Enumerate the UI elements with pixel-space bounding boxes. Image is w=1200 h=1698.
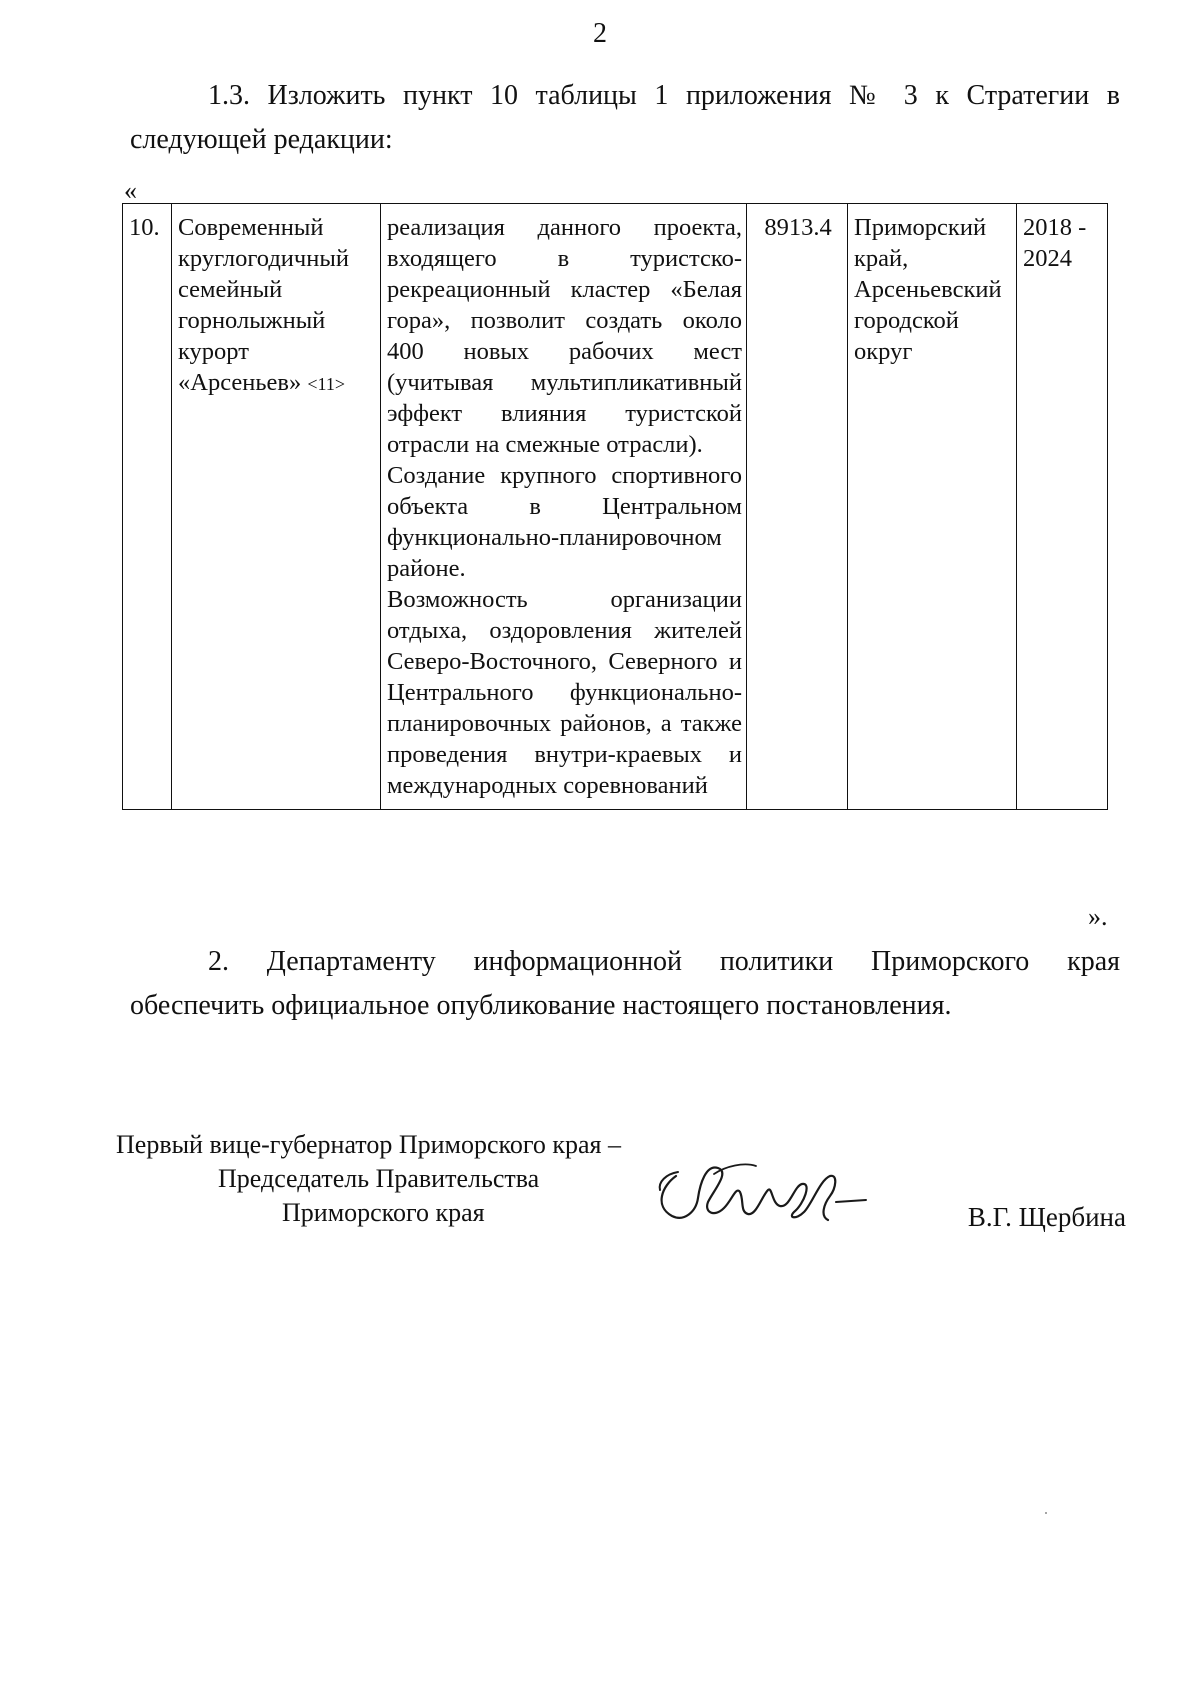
quote-close: ». — [1088, 902, 1108, 931]
project-name-cell — [172, 204, 381, 810]
paragraph-1-3 — [130, 74, 1120, 162]
signature-block — [116, 1128, 1126, 1238]
scan-artifact — [1045, 1512, 1047, 1514]
strategy-table — [122, 203, 1108, 810]
project-name: Современный круглогодичный семейный горнолыжный курорт «Арсеньев» — [178, 214, 349, 396]
project-location: Приморский край, Арсеньевский городской округ — [848, 204, 1017, 810]
paragraph-2-line2: обеспечить официальное опубликование настоящего постановления. — [130, 990, 952, 1021]
paragraph-2-line1: 2. Департаменту информационной политики Приморского края — [208, 946, 1120, 977]
paragraph-1-3-line1: 1.3. Изложить пункт 10 таблицы 1 приложения № 3 к Стратегии в — [208, 80, 1120, 111]
description-paragraph-2: Создание крупного спортивного объекта в Центральном функционально-планировочном районе. — [387, 462, 742, 582]
description-paragraph-3: Возможность организации отдыха, оздоровления жителей Северо-Восточного, Северного и Центрального функционально-планировочных районов, а также проведения внутри-краевых и международных соревнований — [387, 586, 742, 799]
project-years: 2018 - 2024 — [1017, 204, 1108, 810]
signatory-title-line2: Председатель Правительства — [218, 1164, 540, 1193]
signatory-name: В.Г. Щербина — [967, 1202, 1126, 1232]
quote-open: « — [124, 176, 137, 205]
page-number: 2 — [593, 18, 607, 49]
signatory-title-line3: Приморского края — [282, 1198, 485, 1227]
paragraph-1-3-line2: следующей редакции: — [130, 124, 393, 155]
row-number: 10. — [123, 204, 172, 810]
description-paragraph-1: реализация данного проекта, входящего в туристско-рекреационный кластер «Белая гора», позволит создать около 400 новых рабочих мест (учитывая мультипликативный эффект влияния туристской отрасли на смежные отрасли). — [387, 214, 742, 458]
signatory-title-line1: Первый вице-губернатор Приморского края – — [116, 1130, 621, 1159]
footnote-ref: <11> — [307, 374, 345, 394]
paragraph-2 — [130, 940, 1120, 1028]
project-cost: 8913.4 — [747, 204, 848, 810]
project-description-cell — [381, 204, 747, 810]
table-row — [123, 204, 1108, 810]
handwritten-signature — [644, 1146, 884, 1236]
